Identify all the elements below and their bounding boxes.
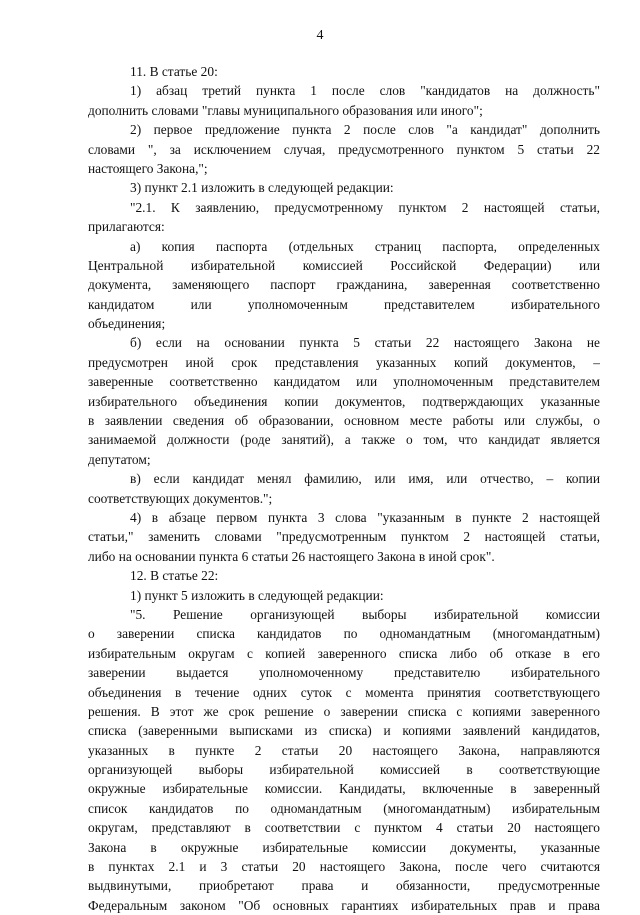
text-line: список кандидатов по одномандатным (многомандатным) избирательным (88, 800, 600, 816)
text-line: о заверении списка кандидатов по одномандатным (многомандатным) (88, 626, 600, 642)
text-line: округам, представляют в соответствии с пунктом 4 статьи 20 настоящего (88, 820, 600, 836)
text-line: Закона в окружные избирательные комиссии документы, указанные (88, 839, 600, 855)
text-line: кандидатом или уполномоченным представителем избирательного (88, 296, 600, 312)
text-line: Центральной избирательной комиссией Российской Федерации) или (88, 257, 600, 273)
text-line: а) копия паспорта (отдельных страниц паспорта, определенных (130, 238, 600, 254)
text-line: списка (заверенными выписками из списка) и копиями заявлений кандидатов, (88, 723, 600, 739)
text-line: "2.1. К заявлению, предусмотренному пунктом 2 настоящей статьи, (130, 199, 600, 215)
text-line: избирательного объединения копии документов, подтверждающих указанные (88, 393, 600, 409)
text-line: настоящего Закона,"; (88, 160, 208, 176)
text-line: прилагаются: (88, 219, 165, 235)
text-line: заверенные соответственно кандидатом или уполномоченным представителем (88, 374, 600, 390)
text-line: решения. В этот же срок решение о заверении списка с копиями заверенного (88, 703, 600, 719)
text-line: занимаемой должности (роде занятий), а также о том, что кандидат является (88, 432, 600, 448)
text-line: окружные избирательные комиссии. Кандидаты, включенные в заверенный (88, 781, 600, 797)
text-line: либо на основании пункта 6 статьи 26 настоящего Закона в иной срок". (88, 548, 495, 564)
text-line: Федеральным законом "Об основных гарантиях избирательных прав и права (88, 897, 600, 913)
text-line: 2) первое предложение пункта 2 после слов "а кандидат" дополнить (130, 122, 600, 138)
text-line: дополнить словами "главы муниципального образования или иного"; (88, 102, 483, 118)
text-line: указанных в пункте 2 статьи 20 настоящего Закона, направляются (88, 742, 600, 758)
text-line: в пунктах 2.1 и 3 статьи 20 настоящего Закона, после чего считаются (88, 859, 600, 875)
text-line: 11. В статье 20: (130, 64, 218, 79)
text-line: 12. В статье 22: (130, 568, 219, 584)
text-line: 3) пункт 2.1 изложить в следующей редакции: (130, 180, 394, 196)
text-line: документа, заменяющего паспорт гражданина, заверенная соответственно (88, 277, 600, 293)
document-body (88, 62, 600, 915)
text-line: словами ", за исключением случая, предусмотренного пунктом 5 статьи 22 (88, 141, 600, 157)
text-line: в) если кандидат менял фамилию, или имя, или отчество, – копии (130, 471, 600, 487)
text-line: объединения; (88, 316, 166, 332)
text-line: статьи," заменить словами "предусмотренным пунктом 2 настоящей статьи, (88, 529, 600, 545)
text-line: б) если на основании пункта 5 статьи 22 настоящего Закона не (130, 335, 600, 351)
text-line: в заявлении сведения об образовании, основном месте работы или службы, о (88, 413, 600, 429)
text-line: заверении выдается уполномоченному представителю избирательного (88, 665, 600, 681)
text-line: избирательным округам с копией заверенного списка либо об отказе в его (88, 645, 600, 661)
text-line: предусмотрен иной срок представления указанных копий документов, – (88, 354, 600, 370)
text-line: организующей выборы избирательной комиссией в соответствующие (88, 762, 600, 778)
text-line: "5. Решение организующей выборы избирательной комиссии (130, 606, 600, 622)
text-line: соответствующих документов."; (88, 490, 273, 506)
text-line: 4) в абзаце первом пункта 3 слова "указанным в пункте 2 настоящей (130, 509, 600, 525)
text-line: выдвинутыми, приобретают права и обязанности, предусмотренные (88, 878, 600, 894)
text-line: депутатом; (88, 451, 151, 467)
text-line: объединения в течение одних суток с момента принятия соответствующего (88, 684, 600, 700)
text-line: 1) пункт 5 изложить в следующей редакции: (130, 587, 384, 603)
page-number: 4 (316, 28, 324, 43)
text-line: 1) абзац третий пункта 1 после слов "кандидатов на должность" (130, 83, 600, 99)
